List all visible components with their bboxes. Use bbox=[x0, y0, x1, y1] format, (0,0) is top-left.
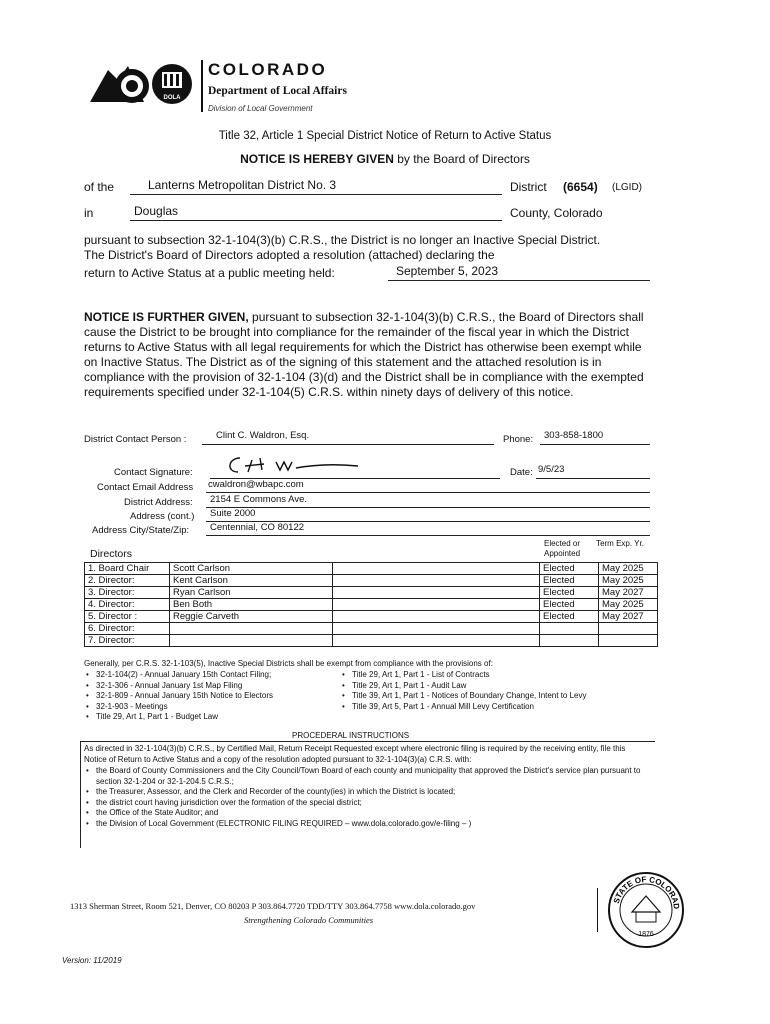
county-label: County, Colorado bbox=[510, 206, 603, 220]
director-term[interactable]: May 2025 bbox=[599, 575, 658, 587]
county-field[interactable] bbox=[130, 204, 502, 221]
director-status[interactable]: Elected bbox=[540, 563, 599, 575]
contact-person-field[interactable] bbox=[202, 430, 494, 445]
procedural-list bbox=[84, 766, 650, 829]
exempt-intro: Generally, per C.R.S. 32-1-103(5), Inactive Special Districts shall be exempt from compliance with the provisions of: bbox=[84, 659, 493, 668]
director-spacer bbox=[333, 599, 540, 611]
phone-field[interactable] bbox=[540, 430, 650, 445]
board-line: The District's Board of Directors adopted a resolution (attached) declaring the bbox=[84, 248, 495, 262]
director-row bbox=[85, 563, 658, 575]
header-divider bbox=[201, 60, 203, 112]
county-name: Douglas bbox=[134, 204, 179, 218]
date-field[interactable] bbox=[536, 464, 650, 479]
director-status[interactable] bbox=[540, 635, 599, 647]
director-spacer bbox=[333, 635, 540, 647]
contact-person-label: District Contact Person : bbox=[84, 434, 187, 445]
phone-value: 303-858-1800 bbox=[544, 430, 604, 441]
director-term[interactable] bbox=[599, 623, 658, 635]
exempt-list-left bbox=[84, 670, 344, 723]
exempt-item: • 32-1-903 - Meetings bbox=[84, 702, 344, 713]
notice-rest: by the Board of Directors bbox=[393, 152, 530, 166]
director-row bbox=[85, 611, 658, 623]
notice-bold: NOTICE IS HEREBY GIVEN bbox=[240, 152, 394, 166]
exempt-list-right bbox=[340, 670, 660, 712]
col-term-header: Term Exp. Yr. bbox=[596, 539, 644, 548]
address2-label: Address (cont.) bbox=[130, 511, 195, 522]
director-spacer bbox=[333, 563, 540, 575]
exempt-item: • Title 29, Art 1, Part 1 - List of Contracts bbox=[340, 670, 660, 681]
district-name-field[interactable] bbox=[130, 178, 502, 195]
address2-field[interactable] bbox=[206, 508, 650, 522]
procedural-item: • the Treasurer, Assessor, and the Clerk and Recorder of the county(ies) in which the District is located; bbox=[84, 787, 650, 798]
district-name: Lanterns Metropolitan District No. 3 bbox=[148, 178, 337, 192]
seal-text: STATE OF COLORAD bbox=[611, 874, 682, 910]
procedural-item: • the Office of the State Auditor; and bbox=[84, 808, 650, 819]
director-spacer bbox=[333, 587, 540, 599]
col-elected-header: Elected or Appointed bbox=[543, 539, 581, 558]
further-text: pursuant to subsection 32-1-104(3)(b) C.R.S., the Board of Directors shall cause the District to be brought into compliance for the remainder of the fiscal year in which the District returns to Active Status with all legal requirements for which the District has otherwise been exempt while on Inactive Status. The District as of the signing of this statement and the attached resolution is in compliance with the provision of 32-1-104 (3)(d) and the District shall be in compliance with the exempted requirements specified under 32-1-104(5) C.R.S. within ninety days of delivery of this notice. bbox=[84, 310, 644, 399]
procedural-item: • the district court having jurisdiction over the formation of the special district; bbox=[84, 798, 650, 809]
district-label: District bbox=[510, 180, 547, 194]
in-label: in bbox=[84, 206, 94, 220]
director-spacer bbox=[333, 611, 540, 623]
org-title: COLORADO bbox=[208, 60, 328, 79]
email-value: cwaldron@wbapc.com bbox=[208, 479, 304, 490]
footer-address: 1313 Sherman Street, Room 521, Denver, CO 80203 P 303.864.7720 TDD/TTY 303.864.7758 www.dola.colorado.gov bbox=[70, 901, 476, 911]
director-row bbox=[85, 575, 658, 587]
procedural-item: • the Board of County Commissioners and the City Council/Town Board of each county and municipality that approved the District's service plan pursuant to section 32-1-204 or 32-1-204.5 C.R.S.; bbox=[84, 766, 650, 787]
director-term[interactable]: May 2027 bbox=[599, 611, 658, 623]
date-label: Date: bbox=[510, 467, 533, 478]
address-value: 2154 E Commons Ave. bbox=[210, 494, 307, 505]
procedural-text: As directed in 32-1-104(3)(b) C.R.S., by Certified Mail, Return Receipt Requested except where electronic filing is required by the receiving entity, file this Notice of Return to Active Status and a copy of the resolution adopted pursuant to 32-1-104(3)(a) C.R.S. with: bbox=[84, 744, 626, 764]
director-name[interactable]: Ben Both bbox=[170, 599, 333, 611]
exempt-item: • Title 39, Art 5, Part 1 - Annual Mill Levy Certification bbox=[340, 702, 660, 713]
director-name[interactable]: Scott Carlson bbox=[170, 563, 333, 575]
address2-value: Suite 2000 bbox=[210, 508, 256, 519]
dola-logo bbox=[88, 58, 200, 108]
director-row bbox=[85, 623, 658, 635]
director-role: 5. Director : bbox=[85, 611, 170, 623]
signature-label: Contact Signature: bbox=[114, 467, 193, 478]
city-value: Centennial, CO 80122 bbox=[210, 522, 305, 533]
city-field[interactable] bbox=[206, 522, 650, 536]
director-status[interactable]: Elected bbox=[540, 611, 599, 623]
director-role: 6. Director: bbox=[85, 623, 170, 635]
return-line: return to Active Status at a public meeting held: bbox=[84, 266, 335, 280]
signature-field[interactable] bbox=[210, 458, 500, 479]
director-term[interactable]: May 2027 bbox=[599, 587, 658, 599]
seal-year: 1876 bbox=[638, 931, 654, 938]
lgid-label: (LGID) bbox=[612, 182, 642, 193]
meeting-date: September 5, 2023 bbox=[396, 264, 499, 278]
footer-tagline: Strengthening Colorado Communities bbox=[244, 915, 374, 925]
procedural-heading: PROCEDERAL INSTRUCTIONS bbox=[292, 731, 410, 740]
city-label: Address City/State/Zip: bbox=[92, 525, 190, 536]
procedural-item: • the Division of Local Government (ELECTRONIC FILING REQUIRED – www.dola.colorado.gov/e-filing – ) bbox=[84, 819, 650, 830]
director-spacer bbox=[333, 575, 540, 587]
contact-person-value: Clint C. Waldron, Esq. bbox=[216, 430, 310, 441]
director-term[interactable] bbox=[599, 635, 658, 647]
director-term[interactable]: May 2025 bbox=[599, 599, 658, 611]
date-value: 9/5/23 bbox=[538, 464, 565, 475]
email-label: Contact Email Address bbox=[97, 482, 194, 493]
signature-image bbox=[218, 454, 378, 476]
directors-heading: Directors bbox=[90, 548, 133, 560]
lgid-value: (6654) bbox=[563, 180, 598, 194]
director-role: 7. Director: bbox=[85, 635, 170, 647]
director-role: 2. Director: bbox=[85, 575, 170, 587]
svg-text:STATE OF COLORADO bbox=[606, 870, 681, 910]
director-row bbox=[85, 599, 658, 611]
director-status[interactable] bbox=[540, 623, 599, 635]
directors-table bbox=[84, 562, 658, 647]
form-title: Title 32, Article 1 Special District Notice of Return to Active Status bbox=[218, 130, 552, 142]
director-name[interactable] bbox=[170, 623, 333, 635]
of-the-label: of the bbox=[84, 180, 115, 194]
division-name: Division of Local Government bbox=[208, 104, 313, 113]
further-bold: NOTICE IS FURTHER GIVEN, bbox=[84, 310, 249, 324]
exempt-item: • Title 29, Art 1, Part 1 - Audit Law bbox=[340, 681, 660, 692]
meeting-date-field[interactable] bbox=[388, 264, 650, 281]
phone-label: Phone: bbox=[503, 434, 534, 445]
footer-divider bbox=[597, 888, 598, 932]
director-role: 1. Board Chair bbox=[85, 563, 170, 575]
state-seal-icon bbox=[606, 870, 686, 950]
address-field[interactable] bbox=[206, 494, 650, 508]
director-name[interactable]: Ryan Carlson bbox=[170, 587, 333, 599]
exempt-item: • 32-1-306 - Annual January 1st Map Filing bbox=[84, 681, 344, 692]
director-row bbox=[85, 587, 658, 599]
notice-heading bbox=[0, 152, 770, 166]
director-row bbox=[85, 635, 658, 647]
pursuant-paragraph: pursuant to subsection 32-1-104(3)(b) C.R.S., the District is no longer an Inactive Special District. bbox=[84, 233, 601, 247]
director-role: 3. Director: bbox=[85, 587, 170, 599]
exempt-item: • Title 39, Art 1, Part 1 - Notices of Boundary Change, Intent to Levy bbox=[340, 691, 660, 702]
director-status[interactable]: Elected bbox=[540, 587, 599, 599]
exempt-item: • 32-1-104(2) - Annual January 15th Contact Filing; bbox=[84, 670, 344, 681]
director-name[interactable]: Reggie Carveth bbox=[170, 611, 333, 623]
director-role: 4. Director: bbox=[85, 599, 170, 611]
email-field[interactable] bbox=[206, 479, 650, 493]
version-label: Version: 11/2019 bbox=[62, 956, 122, 965]
director-term[interactable]: May 2025 bbox=[599, 563, 658, 575]
director-status[interactable]: Elected bbox=[540, 575, 599, 587]
director-name[interactable]: Kent Carlson bbox=[170, 575, 333, 587]
logo-text: DOLA bbox=[163, 95, 181, 101]
director-name[interactable] bbox=[170, 635, 333, 647]
exempt-item: • Title 29, Art 1, Part 1 - Budget Law bbox=[84, 712, 344, 723]
director-status[interactable]: Elected bbox=[540, 599, 599, 611]
exempt-item: • 32-1-809 - Annual January 15th Notice to Electors bbox=[84, 691, 344, 702]
department-name: Department of Local Affairs bbox=[208, 85, 347, 97]
director-spacer bbox=[333, 623, 540, 635]
further-notice-paragraph bbox=[84, 310, 644, 400]
address-label: District Address: bbox=[124, 497, 193, 508]
